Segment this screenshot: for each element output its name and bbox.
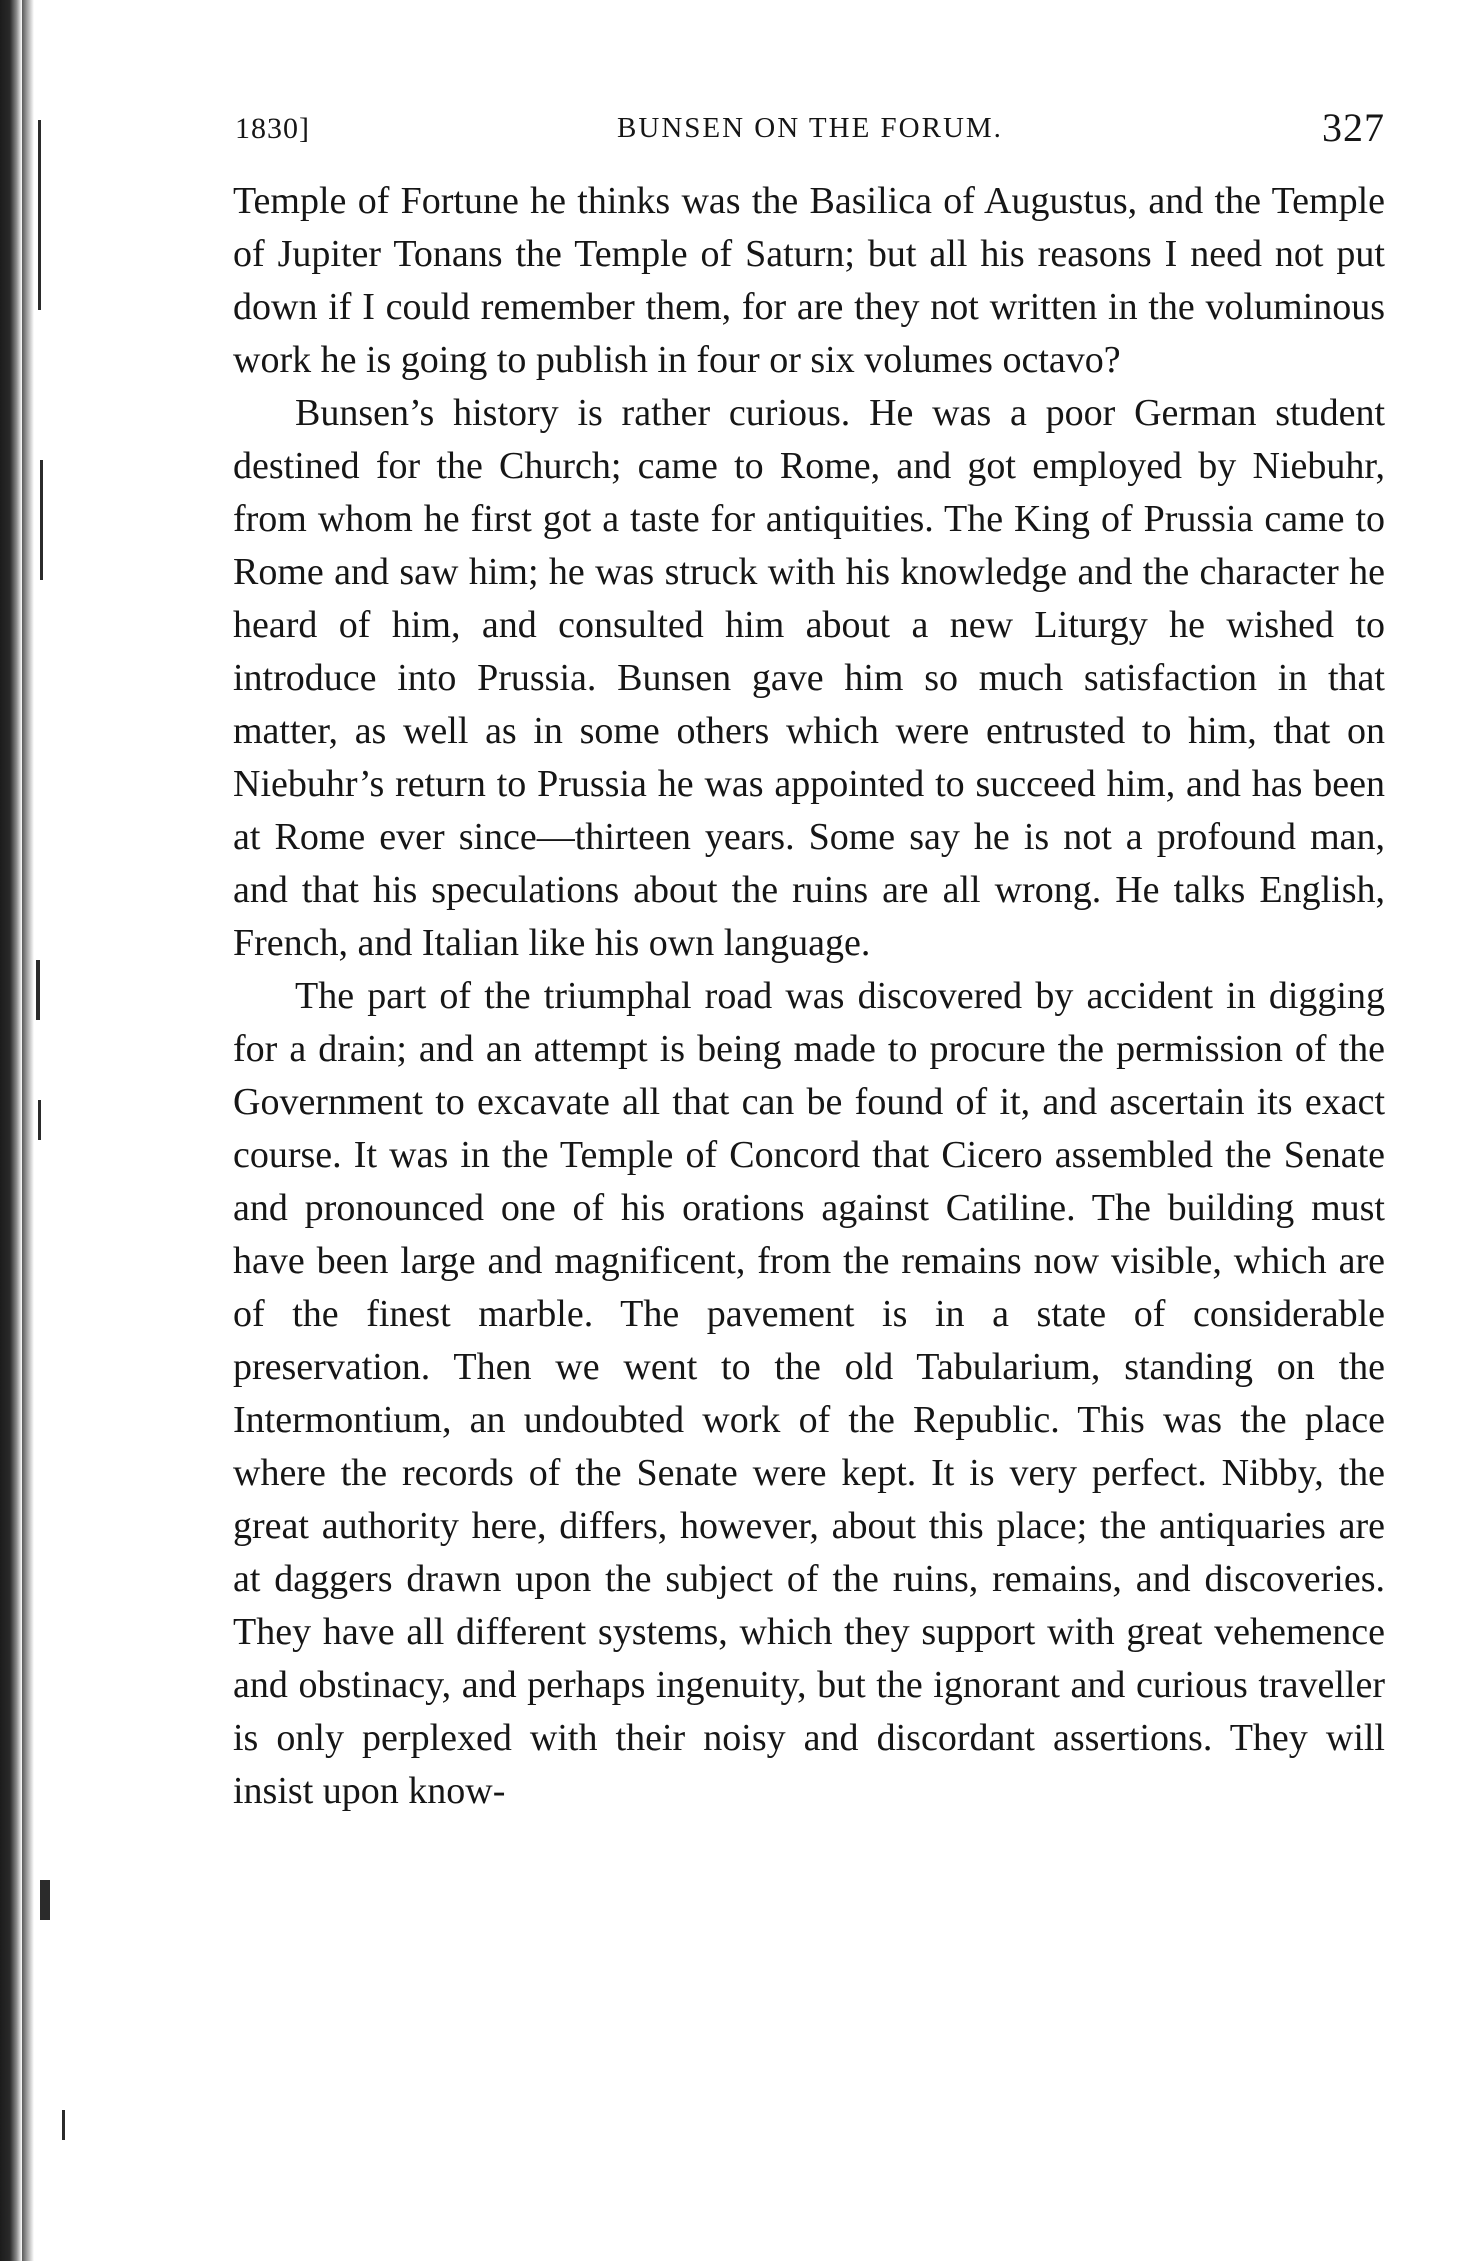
scan-mark — [36, 960, 40, 1020]
binding-edge — [0, 0, 22, 2261]
running-head-title: BUNSEN ON THE FORUM. — [617, 112, 1003, 144]
paragraph: Bunsen’s history is rather curious. He was a poor German student destined for the Church; came to Rome, and got employed by Niebuhr, from whom he first got a taste for antiquities. The King of Prussia came to Rome and saw him; he was struck with his knowledge and the character he heard of him, and consulted him about a new Liturgy he wished to introduce into Prussia. Bunsen gave him so much satisfaction in that matter, as well as in some others which were entrusted to him, that on Niebuhr’s return to Prussia he was appointed to succeed him, and has been at Rome ever since—thirteen years. Some say he is not a profound man, and that his speculations about the ruins are all wrong. He talks English, French, and Italian like his own language. — [233, 392, 1385, 964]
running-head-year: 1830] — [235, 112, 310, 145]
running-head — [235, 100, 1385, 160]
body-text — [233, 175, 1385, 1818]
paragraph: The part of the triumphal road was discovered by accident in digging for a drain; and an attempt is being made to procure the permission of the Government to excavate all that can be found of it, and ascertain its exact course. It was in the Temple of Concord that Cicero assembled the Senate and pronounced one of his orations against Catiline. The building must have been large and magnificent, from the remains now visible, which are of the finest marble. The pavement is in a state of considerable preservation. Then we went to the old Tabularium, standing on the Intermontium, an undoubted work of the Republic. This was the place where the records of the Senate were kept. It is very perfect. Nibby, the great authority here, differs, however, about this place; the antiquaries are at daggers drawn upon the subject of the ruins, remains, and discoveries. They have all different systems, which they support with great vehemence and obstinacy, and perhaps ingenuity, but the ignorant and curious traveller is only perplexed with their noisy and discordant assertions. They will insist upon know- — [233, 975, 1385, 1812]
paragraph: Temple of Fortune he thinks was the Basilica of Augustus, and the Temple of Jupiter Tonans the Temple of Saturn; but all his reasons I need not put down if I could remember them, for are they not written in the voluminous work he is going to publish in four or six volumes octavo? — [233, 180, 1385, 381]
scan-mark — [40, 460, 43, 580]
scan-mark — [38, 120, 41, 310]
scan-mark — [38, 1100, 41, 1140]
scan-mark — [62, 2110, 65, 2140]
binding-shadow — [22, 0, 34, 2261]
page-number: 327 — [1322, 105, 1385, 150]
scan-mark — [40, 1880, 50, 1920]
